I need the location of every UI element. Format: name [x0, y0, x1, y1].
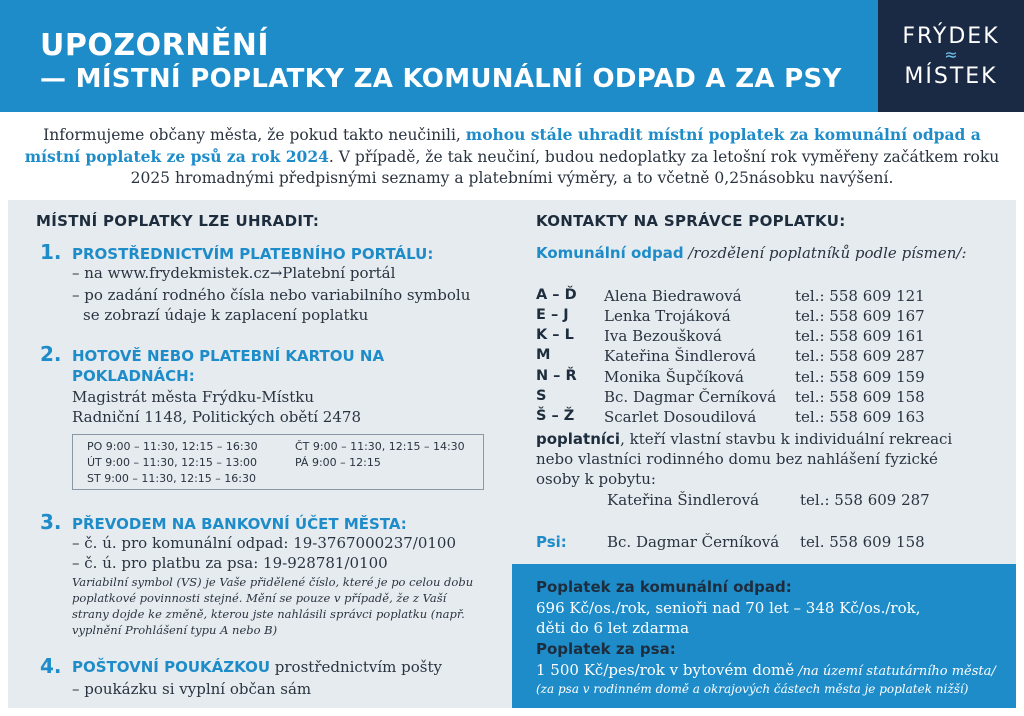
contact-letters: Š – Ž: [536, 408, 575, 424]
arrow-right-icon: →: [269, 264, 283, 282]
contact-phone: tel.: 558 609 159: [795, 368, 925, 386]
step1-number: 1.: [40, 240, 62, 264]
right-heading: KONTAKTY NA SPRÁVCE POPLATKU:: [536, 212, 846, 230]
hours-thursday: ČT 9:00 – 11:30, 12:15 – 14:30: [295, 440, 465, 453]
poplatnici-line1: [536, 430, 952, 448]
contact-letters: M: [536, 347, 551, 363]
fees-box: [512, 564, 1016, 708]
contact-name: Bc. Dagmar Černíková: [604, 388, 777, 406]
contact-letters: E – J: [536, 307, 569, 323]
logo-line2: MÍSTEK: [904, 64, 998, 89]
contact-phone: tel.: 558 609 167: [795, 307, 925, 325]
step2-title-line2: POKLADNÁCH:: [72, 367, 195, 385]
step1-line1a: – na www.frydekmistek.cz: [72, 264, 270, 282]
contact-letters: S: [536, 388, 547, 404]
step4-title-line: [72, 658, 442, 676]
step2-title-line1: HOTOVĚ NEBO PLATEBNÍ KARTOU NA: [72, 347, 385, 365]
contact-name: Iva Bezoušková: [604, 327, 722, 345]
intro-part2: . V případě, že tak neučiní, budou nedoplatky za letošní rok vyměřeny začátkem roku 2025 hromadnými předpisnými seznamy a platebními výměry, a to včetně 0,25násobku navýšení.: [130, 148, 1000, 187]
intro-highlight: mohou stále uhradit místní poplatek za komunální odpad a místní poplatek ze psů za rok 2024: [24, 125, 981, 166]
contact-phone: tel.: 558 609 163: [795, 408, 925, 426]
step1-line1b: Platební portál: [282, 264, 396, 282]
contact-letters: K – L: [536, 327, 574, 343]
step1-line3: se zobrazí údaje k zaplacení poplatku: [83, 306, 369, 324]
dogs-contact-phone: tel. 558 609 158: [800, 533, 925, 551]
step3-number: 3.: [40, 510, 62, 534]
dogs-label: Psi:: [536, 533, 567, 551]
logo-wave-icon: ≈: [944, 45, 958, 64]
waste-fee-line2: děti do 6 let zdarma: [536, 619, 690, 637]
waste-subheading: [536, 244, 967, 262]
step3-title: PŘEVODEM NA BANKOVNÍ ÚČET MĚSTA:: [72, 515, 407, 533]
step4-line1: – poukázku si vyplní občan sám: [72, 680, 312, 698]
step2-line1: Magistrát města Frýdku-Místku: [72, 388, 314, 406]
left-heading: MÍSTNÍ POPLATKY LZE UHRADIT:: [36, 212, 320, 230]
title-line2: — MÍSTNÍ POPLATKY ZA KOMUNÁLNÍ ODPAD A ZA PSY: [40, 64, 842, 94]
poplatnici-rest: , kteří vlastní stavbu k individuální rekreaci: [620, 430, 953, 448]
poplatnici-bold: poplatníci: [536, 430, 621, 448]
contact-phone: tel.: 558 609 161: [795, 327, 925, 345]
hours-wednesday: ST 9:00 – 11:30, 12:15 – 16:30: [87, 472, 256, 485]
logo-line1: FRÝDEK: [902, 24, 1000, 49]
dog-fee-scope: /na území statutárního města/: [794, 664, 996, 679]
step1-line1: [72, 264, 395, 282]
recreation-contact-phone: tel.: 558 609 287: [800, 491, 930, 509]
contact-name: Scarlet Dosoudilová: [604, 408, 757, 426]
intro-part1: Informujeme občany města, že pokud takto neučinili,: [43, 126, 466, 144]
step3-line2: – č. ú. pro platbu za psa: 19-928781/0100: [72, 554, 388, 572]
variable-symbol-note: Variabilní symbol (VS) je Vaše přidělené číslo, které je po celou dobu poplatkové povinnosti stejné. Mění se pouze v případě, že z Vaší strany dojde ke změně, kterou jste nahlásili správci poplatku (např. vyplnění Prohlášení typu A nebo B): [72, 575, 474, 637]
intro-paragraph: [20, 124, 1004, 189]
contact-name: Alena Biedrawová: [604, 287, 742, 305]
contact-phone: tel.: 558 609 158: [795, 388, 925, 406]
waste-subheading-bold: Komunální odpad: [536, 244, 684, 262]
waste-fee-title: Poplatek za komunální odpad:: [536, 578, 792, 596]
hours-tuesday: ÚT 9:00 – 11:30, 12:15 – 13:00: [87, 456, 258, 469]
contact-name: Kateřina Šindlerová: [604, 347, 757, 365]
contact-phone: tel.: 558 609 287: [795, 347, 925, 365]
contact-name: Lenka Trojáková: [604, 307, 731, 325]
step4-title: POŠTOVNÍ POUKÁZKOU: [72, 658, 271, 676]
hours-friday: PÁ 9:00 – 12:15: [295, 456, 381, 469]
recreation-contact-name: Kateřina Šindlerová: [607, 491, 760, 509]
city-logo: [878, 0, 1024, 112]
contact-name: Monika Šupčíková: [604, 368, 744, 386]
poplatnici-line3: osoby k pobytu:: [536, 470, 656, 488]
dog-fee-title: Poplatek za psa:: [536, 640, 676, 658]
step1-line2: – po zadání rodného čísla nebo variabilního symbolu: [72, 286, 471, 304]
dog-fee-note: (za psa v rodinném domě a okrajových částech města je poplatek nižší): [536, 682, 969, 696]
step4-title-rest: prostřednictvím pošty: [270, 658, 442, 676]
step2-line2: Radniční 1148, Politických obětí 2478: [72, 408, 361, 426]
poplatnici-line2: nebo vlastníci rodinného domu bez nahlášení fyzické: [536, 450, 938, 468]
dogs-contact-name: Bc. Dagmar Černíková: [607, 533, 780, 551]
contact-letters: N – Ř: [536, 368, 577, 384]
hours-monday: PO 9:00 – 11:30, 12:15 – 16:30: [87, 440, 258, 453]
contact-letters: A – Ď: [536, 287, 577, 303]
title-line1: UPOZORNĚNÍ: [40, 28, 270, 63]
waste-subheading-rest: /rozdělení poplatníků podle písmen/:: [683, 244, 967, 262]
waste-fee-line1: 696 Kč/os./rok, senioři nad 70 let – 348 Kč/os./rok,: [536, 599, 921, 617]
dog-fee-amount: 1 500 Kč/pes/rok v bytovém domě: [536, 661, 795, 679]
dog-fee-line1: [536, 661, 996, 679]
contact-phone: tel.: 558 609 121: [795, 287, 925, 305]
step3-line1: – č. ú. pro komunální odpad: 19-3767000237/0100: [72, 534, 457, 552]
step2-number: 2.: [40, 342, 62, 366]
step1-title: PROSTŘEDNICTVÍM PLATEBNÍHO PORTÁLU:: [72, 245, 434, 263]
header-banner: [0, 0, 1024, 112]
step4-number: 4.: [40, 654, 62, 678]
opening-hours-box: [72, 434, 484, 490]
